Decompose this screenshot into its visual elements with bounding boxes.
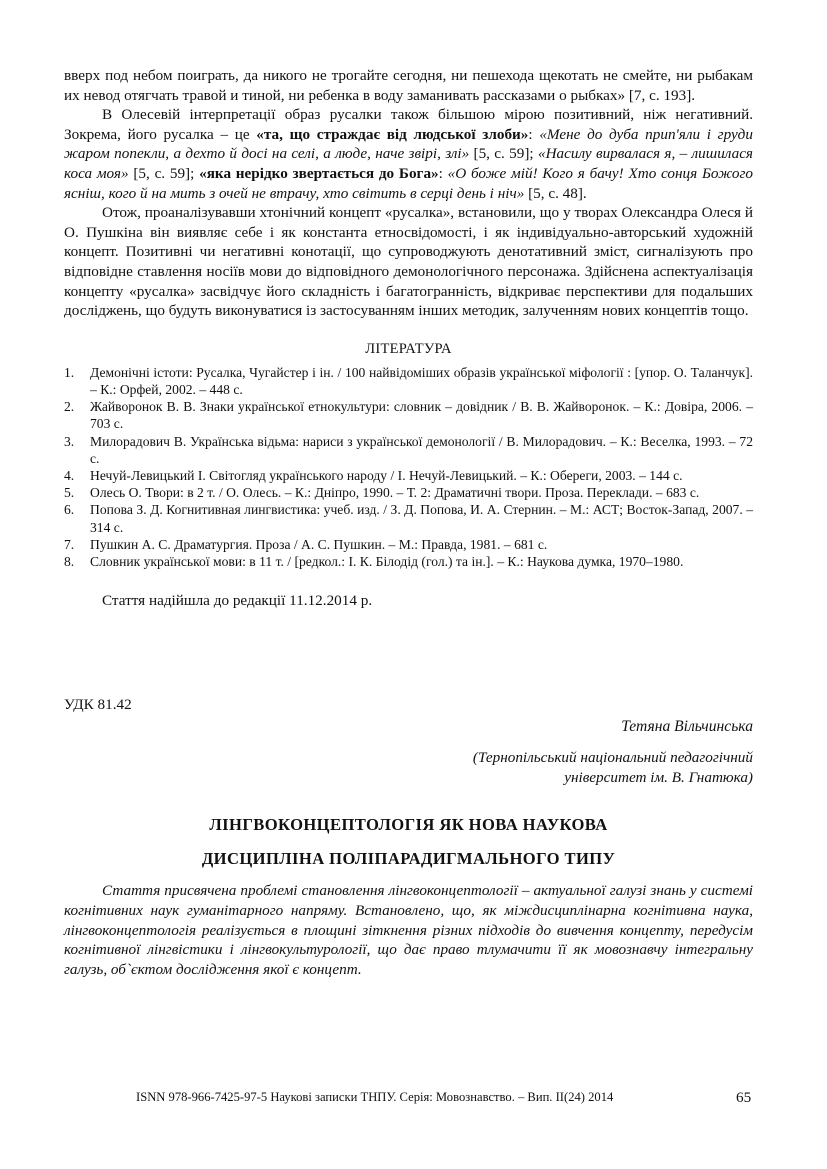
text-run: :	[438, 164, 448, 182]
body-paragraph-1	[64, 66, 753, 105]
reference-item	[64, 433, 753, 467]
text-run: Отож, проаналізувавши хтонічний концепт «русалка», встановили, що у творах Олександра Олеся й О. Пушкіна він виявляє себе і як константа етносвідомості, і як індивідуально-авторський художній концепт. Позитивні чи негативні конотації, що супроводжують денотативний зміст, сигналізують про відповідне ставлення носіїв мови до відповідного демонологічного персонажа. Здійснена аспектуалізація концепту «русалка» засвідчує його складність і багатогранність, відкриває перспективи для подальших досліджень, що будуть виконуватися із застосуванням інших методик, залученням нових концептів тощо.	[64, 204, 753, 320]
reference-number: 2.	[64, 399, 75, 415]
page-number: 65	[736, 1089, 752, 1106]
italic-quote: «Мене до дуба прип'яли і груди жаром попекли, а дехто й досі на селі, а люде, наче звірі, злі»	[64, 125, 753, 163]
udc-code: УДК 81.42	[64, 696, 132, 714]
italic-quote: «Насилу вирвалася я, – лишилася коса моя»	[64, 145, 753, 182]
reference-item	[64, 536, 753, 553]
author-affiliation	[64, 748, 753, 787]
affiliation-line: університет ім. В. Гнатюка)	[564, 768, 753, 786]
bold-quote: «та, що страждає від людської злоби»	[256, 125, 529, 143]
text-run: вверх под небом поиграть, да никого не трогайте сегодня, ни пешехода щекотать не смейте, ни рыбакам их невод отягчать травой и тиной, ни ребенка в воду заманивать рассказами о рыбках» [7, с. 193].	[64, 67, 753, 104]
reference-text: Олесь О. Твори: в 2 т. / О. Олесь. – К.: Дніпро, 1990. – Т. 2: Драматичні твори. Проза. Переклади. – 683 с.	[90, 485, 700, 501]
bold-quote: «яка нерідко звертається до Бога»	[199, 164, 439, 182]
article-abstract: Стаття присвячена проблемі становлення лінгвоконцептології – актуальної галузі знань у системі когнітивних наук гуманітарного напряму. Встановлено, що, як міждисциплінарна когнітивна наука, лінгвоконцептологія реалізується в площині зіткнення різних підходів до вивчення концепту, передусім когнітивної лінгвістики і лінгвокультурології, що дає право тлумачити її як мовознавчу інтегральну галузь, об`єктом дослідження якої є концепт.	[64, 882, 753, 978]
body-paragraph-2	[64, 105, 753, 203]
text-run: В Олесевій інтерпретації образ русалки також більшою мірою позитивний, ніж негативний. Зокрема, його русалка – це	[64, 106, 753, 143]
reference-text: Демонічні істоти: Русалка, Чугайстер і ін. / 100 найвідоміших образів української міфології : [упор. О. Таланчук]. – К.: Орфей, 2002. – 448 с.	[90, 364, 753, 397]
references-list	[64, 364, 753, 570]
reference-number: 8.	[64, 553, 75, 569]
reference-text: Милорадович В. Українська відьма: нариси з української демонології / В. Милорадович. – К.: Веселка, 1993. – 72 с.	[90, 433, 753, 466]
text-run: [5, с. 59];	[128, 164, 200, 182]
reference-item	[64, 484, 753, 501]
author-name: Тетяна Вільчинська	[621, 718, 753, 736]
reference-number: 7.	[64, 536, 75, 552]
affiliation-line: (Тернопільський національний педагогічний	[472, 749, 753, 767]
reference-number: 3.	[64, 433, 75, 449]
reference-item	[64, 364, 753, 398]
reference-text: Пушкин А. С. Драматургия. Проза / А. С. Пушкин. – М.: Правда, 1981. – 681 с.	[90, 536, 548, 552]
reference-item	[64, 467, 753, 484]
text-run: :	[528, 125, 540, 143]
reference-number: 1.	[64, 364, 75, 380]
reference-text: Словник української мови: в 11 т. / [редкол.: І. К. Білодід (гол.) та ін.]. – К.: Наукова думка, 1970–1980.	[90, 553, 684, 569]
reference-item	[64, 501, 753, 535]
journal-info: ISNN 978-966-7425-97-5 Наукові записки ТНПУ. Серія: Мовознавство. – Вип. ІІ(24) 2014	[136, 1090, 614, 1104]
reference-text: Жайворонок В. В. Знаки української етнокультури: словник – довідник / В. В. Жайворонок. – К.: Довіра, 2006. – 703 с.	[90, 399, 753, 432]
references-heading: ЛІТЕРАТУРА	[365, 340, 452, 357]
page-body	[64, 66, 753, 979]
article-title-line-2: ДИСЦИПЛІНА ПОЛІПАРАДИГМАЛЬНОГО ТИПУ	[201, 849, 616, 869]
reference-number: 5.	[64, 485, 75, 501]
reference-item	[64, 553, 753, 570]
received-note: Стаття надійшла до редакції 11.12.2014 р.	[102, 592, 373, 610]
reference-text: Попова З. Д. Когнитивная лингвистика: учеб. изд. / З. Д. Попова, И. А. Стернин. – М.: АСТ; Восток-Запад, 2007. – 314 с.	[90, 502, 753, 535]
body-paragraph-3	[64, 203, 753, 321]
reference-number: 6.	[64, 502, 75, 518]
text-run: [5, с. 48].	[524, 184, 587, 202]
article-title-line-1: ЛІНГВОКОНЦЕПТОЛОГІЯ ЯК НОВА НАУКОВА	[209, 815, 608, 835]
reference-text: Нечуй-Левицький І. Світогляд українського народу / І. Нечуй-Левицький. – К.: Обереги, 2003. – 144 с.	[90, 467, 683, 483]
reference-item	[64, 398, 753, 432]
text-run: [5, с. 59];	[469, 145, 538, 163]
reference-number: 4.	[64, 467, 75, 483]
italic-quote: «О боже мій! Кого я бачу! Хто сонця Божого ясніш, кого й на мить з очей не втрачу, хто світить в серці день і ніч»	[64, 164, 754, 202]
